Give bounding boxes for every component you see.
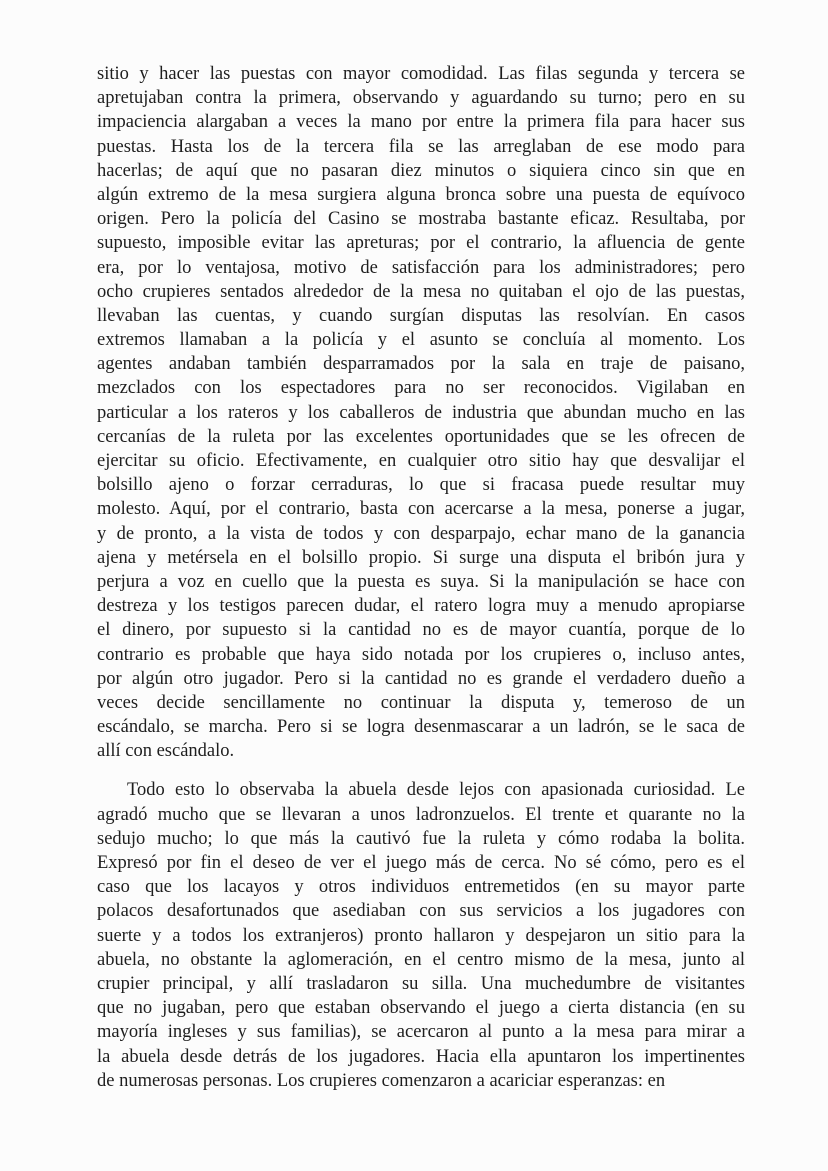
text-line [97,135,745,159]
text-line [97,280,745,304]
text-line [97,546,745,570]
text-line [97,304,745,328]
text-line [97,473,745,497]
text-line-content: cercanías de la ruleta por las excelentes oportunidades que se les ofrecen de [97,426,745,447]
text-line-content: y de pronto, a la vista de todos y con desparpajo, echar mano de la ganancia [97,523,745,544]
page-text [97,62,745,1093]
text-line-content: polacos desafortunados que asediaban con sus servicios a los jugadores con [97,901,745,922]
text-line [97,924,745,948]
text-line-content: algún extremo de la mesa surgiera alguna bronca sobre una puesta de equívoco [97,184,745,205]
text-line [97,207,745,231]
text-line-content: apretujaban contra la primera, observando y aguardando su turno; pero en su [97,88,745,109]
text-line [97,376,745,400]
text-line [97,827,745,851]
text-line-content: allí con escándalo. [97,741,235,762]
text-line-content: sedujo mucho; lo que más la cautivó fue la ruleta y cómo rodaba la bolita. [97,828,745,849]
text-line-content: impaciencia alargaban a veces la mano por entre la primera fila para hacer sus [97,112,745,133]
text-line-content: mayoría ingleses y sus familias), se acercaron al punto a la mesa para mirar a [97,1022,745,1043]
text-line-content: caso que los lacayos y otros individuos entremetidos (en su mayor parte [97,877,745,898]
text-line-content: de numerosas personas. Los crupieres comenzaron a acariciar esperanzas: en [97,1070,666,1091]
text-line-content: que no jugaban, pero que estaban observando el juego a cierta distancia (en su [97,998,745,1019]
text-line-content: era, por lo ventajosa, motivo de satisfacción para los administradores; pero [97,257,745,278]
text-line [97,594,745,618]
text-line [97,667,745,691]
text-line-content: agradó mucho que se llevaran a unos ladronzuelos. El trente et quarante no la [97,804,745,825]
text-line [97,972,745,996]
text-line [97,851,745,875]
text-line [97,86,745,110]
text-line [97,401,745,425]
text-line-content: bolsillo ajeno o forzar cerraduras, lo que si fracasa puede resultar muy [97,475,745,496]
text-line [97,522,745,546]
text-line [97,328,745,352]
text-line [97,425,745,449]
text-line-content: Expresó por fin el deseo de ver el juego más de cerca. No sé cómo, pero es el [97,853,745,873]
text-line [97,948,745,972]
text-line [97,497,745,521]
text-line-content: molesto. Aquí, por el contrario, basta con acercarse a la mesa, ponerse a jugar, [97,499,745,520]
text-line-content: el dinero, por supuesto si la cantidad no es de mayor cuantía, porque de lo [97,620,745,641]
text-line-content: veces decide sencillamente no continuar la disputa y, temeroso de un [97,692,745,713]
text-line-content: suerte y a todos los extranjeros) pronto hallaron y despejaron un sitio para la [97,925,745,946]
text-line [97,875,745,899]
text-line [97,449,745,473]
text-line-content: extremos llamaban a la policía y el asunto se concluía al momento. Los [97,330,745,351]
text-line [97,643,745,667]
text-line-content: escándalo, se marcha. Pero si se logra desenmascarar a un ladrón, se le saca de [97,717,745,738]
text-line [97,778,745,802]
text-line [97,1069,745,1093]
text-line-content: destreza y los testigos parecen dudar, el ratero logra muy a menudo apropiarse [97,596,745,617]
paragraph [97,778,745,1092]
text-line-content: mezclados con los espectadores para no ser reconocidos. Vigilaban en [97,378,745,399]
text-line-content: ocho crupieres sentados alrededor de la mesa no quitaban el ojo de las puestas, [97,281,745,302]
text-line-content: llevaban las cuentas, y cuando surgían disputas las resolvían. En casos [97,305,745,326]
text-line [97,570,745,594]
text-line-content: la abuela desde detrás de los jugadores. Hacia ella apuntaron los impertinentes [97,1046,745,1067]
text-line-content: ajena y metérsela en el bolsillo propio. Si surge una disputa el bribón jura y [97,547,745,568]
text-line [97,1020,745,1044]
text-line [97,803,745,827]
text-line-content: ejercitar su oficio. Efectivamente, en cualquier otro sitio hay que desvalijar el [97,451,745,471]
text-line [97,110,745,134]
text-line [97,1045,745,1069]
text-line-content: origen. Pero la policía del Casino se mostraba bastante eficaz. Resultaba, por [97,209,745,230]
text-line-content: por algún otro jugador. Pero si la cantidad no es grande el verdadero dueño a [97,668,745,689]
text-line [97,62,745,86]
text-line-content: supuesto, imposible evitar las apreturas; por el contrario, la afluencia de gente [97,233,745,254]
text-line-content: hacerlas; de aquí que no pasaran diez minutos o siquiera cinco sin que en [97,160,745,181]
paragraph [97,62,745,763]
text-line [97,256,745,280]
text-line [97,352,745,376]
text-line [97,618,745,642]
text-line-content: sitio y hacer las puestas con mayor comodidad. Las filas segunda y tercera se [97,64,745,84]
text-line-content: agentes andaban también desparramados por la sala en traje de paisano, [97,354,745,375]
text-line-content: abuela, no obstante la aglomeración, en el centro mismo de la mesa, junto al [97,949,745,970]
text-line-content: contrario es probable que haya sido notada por los crupieres o, incluso antes, [97,644,745,665]
text-line [97,739,745,763]
text-line-content: perjura a voz en cuello que la puesta es suya. Si la manipulación se hace con [97,571,745,592]
text-line [97,899,745,923]
text-line [97,691,745,715]
text-line-content: puestas. Hasta los de la tercera fila se las arreglaban de ese modo para [97,136,745,157]
text-line-content: particular a los rateros y los caballeros de industria que abundan mucho en las [97,402,745,423]
text-line [97,996,745,1020]
text-line-content: crupier principal, y allí trasladaron su silla. Una muchedumbre de visitantes [97,973,745,994]
text-line-content: Todo esto lo observaba la abuela desde lejos con apasionada curiosidad. Le [127,780,745,801]
text-line [97,159,745,183]
text-line [97,715,745,739]
text-line [97,183,745,207]
text-line [97,231,745,255]
